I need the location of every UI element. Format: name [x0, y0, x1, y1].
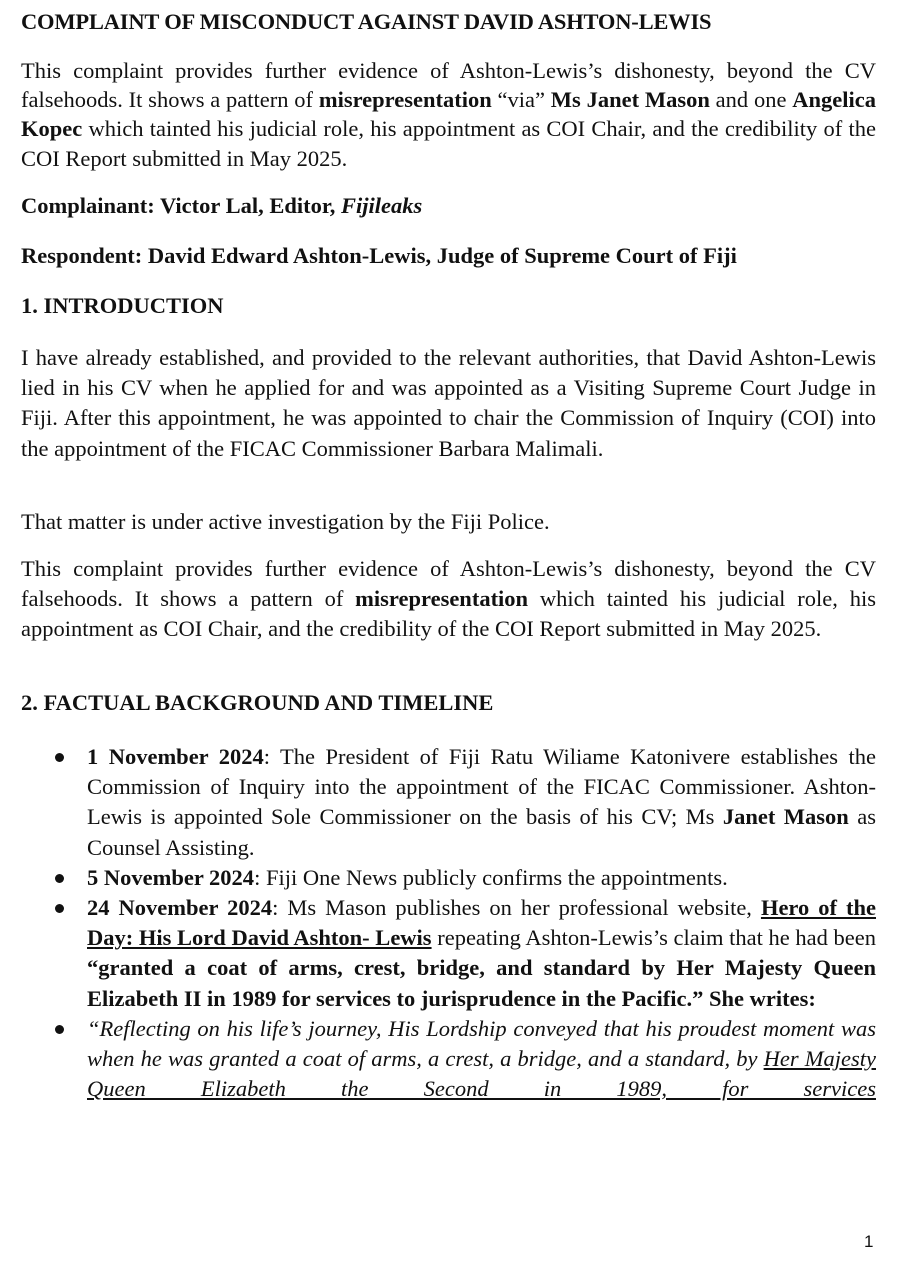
timeline-item: 5 November 2024: Fiji One News publicly confirms the appointments.: [21, 863, 876, 893]
introduction-paragraph: I have already established, and provided to the relevant authorities, that David Ashton-Lewis lied in his CV when he applied for and was appointed as a Visiting Supreme Court Judge in Fiji. After this appointment, he was appointed to chair the Commission of Inquiry (COI) into the appointment of the FICAC Commissioner Barbara Malimali.: [21, 345, 876, 461]
complainant-line: Complainant: Victor Lal, Editor, Fijileaks: [21, 193, 423, 218]
timeline-list: [21, 742, 876, 1104]
publication-name: Fijileaks: [341, 193, 423, 218]
section-heading-timeline: 2. FACTUAL BACKGROUND AND TIMELINE: [21, 690, 494, 715]
page-number: 1: [864, 1232, 874, 1251]
bullet-icon: [55, 904, 64, 913]
bullet-icon: [55, 874, 64, 883]
bullet-icon: [55, 1025, 64, 1034]
section-heading-introduction: 1. INTRODUCTION: [21, 293, 224, 318]
bullet-icon: [55, 753, 64, 762]
document-title: COMPLAINT OF MISCONDUCT AGAINST DAVID ASHTON-LEWIS: [21, 9, 712, 34]
respondent-line: Respondent: David Edward Ashton-Lewis, Judge of Supreme Court of Fiji: [21, 243, 737, 268]
investigation-paragraph: That matter is under active investigation by the Fiji Police.: [21, 509, 550, 534]
hero-of-the-day-link[interactable]: Hero of the Day: His Lord David Ashton- Lewis: [87, 895, 876, 951]
timeline-item: 24 November 2024: Ms Mason publishes on her professional website, Hero of the Day: His Lord David Ashton- Lewis repeating Ashton-Lewis’s claim that he had been “granted a coat of arms, crest, bridge, and standard by Her Majesty Queen Elizabeth II in 1989 for services to jurisprudence in the Pacific.” She writes:: [21, 893, 876, 1014]
intro-paragraph: This complaint provides further evidence of Ashton-Lewis’s dishonesty, beyond the CV falsehoods. It shows a pattern of misrepresentation “via” Ms Janet Mason and one Angelica Kopec which tainted his judicial role, his appointment as COI Chair, and the credibility of the COI Report submitted in May 2025.: [21, 58, 876, 171]
timeline-item-quote: “Reflecting on his life’s journey, His Lordship conveyed that his proudest moment was when he was granted a coat of arms, a crest, a bridge, and a standard, by Her Majesty Queen Elizabeth the Second in 1989, for services: [21, 1014, 876, 1105]
further-evidence-paragraph: This complaint provides further evidence of Ashton-Lewis’s dishonesty, beyond the CV falsehoods. It shows a pattern of misrepresentation which tainted his judicial role, his appointment as COI Chair, and the credibility of the COI Report submitted in May 2025.: [21, 556, 876, 642]
timeline-item: 1 November 2024: The President of Fiji Ratu Wiliame Katonivere establishes the Commission of Inquiry into the appointment of the FICAC Commissioner. Ashton-Lewis is appointed Sole Commissioner on the basis of his CV; Ms Janet Mason as Counsel Assisting.: [21, 742, 876, 863]
